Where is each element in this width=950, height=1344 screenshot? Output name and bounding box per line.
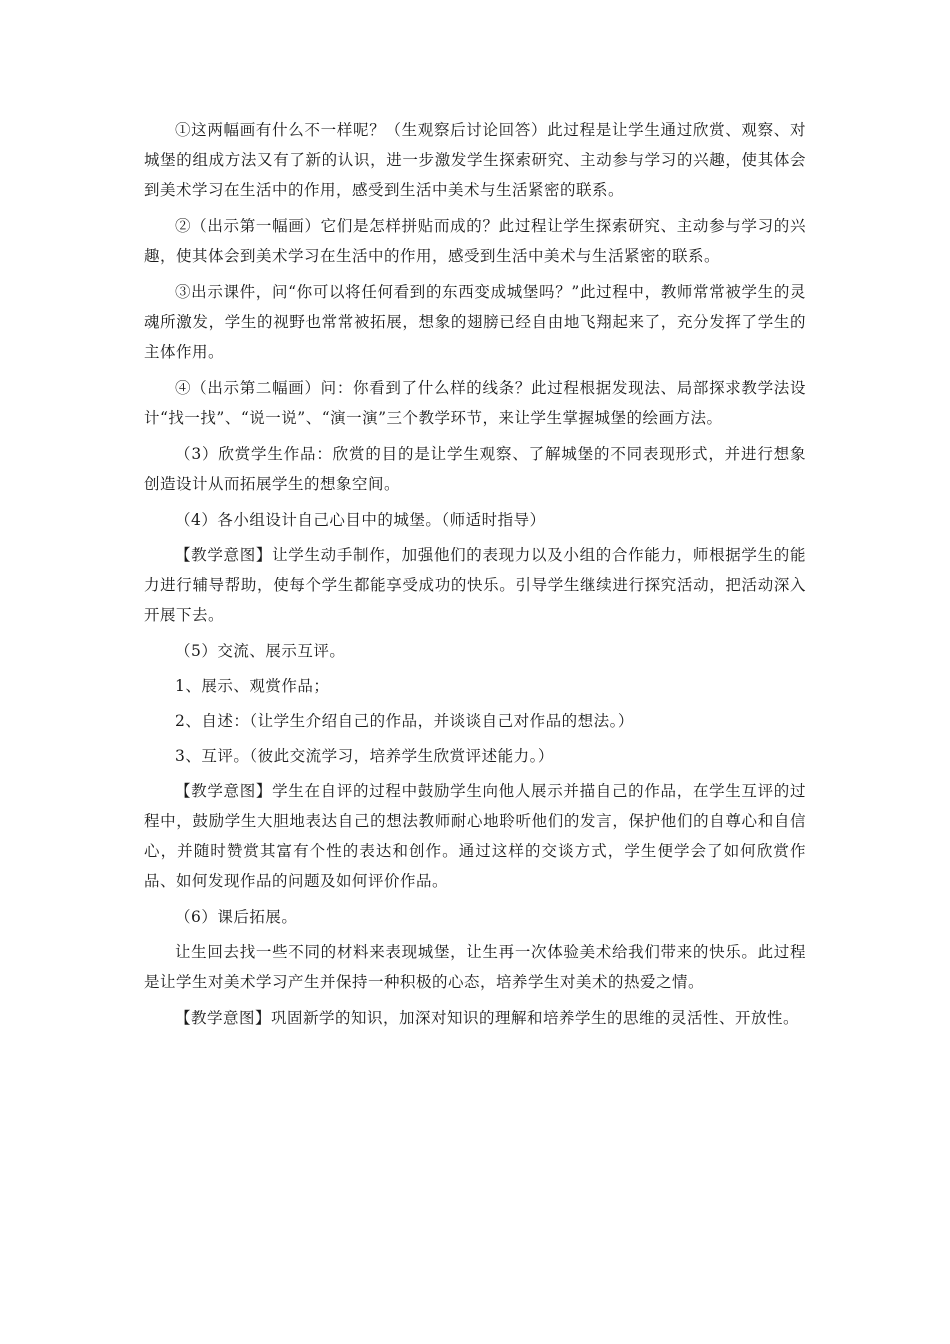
- list-item-peer-review: 3、互评。（彼此交流学习，培养学生欣赏评述能力。）: [175, 747, 554, 765]
- paragraph-appreciate-works: （3）欣赏学生作品：欣赏的目的是让学生观察、了解城堡的不同表现形式，并进行想象创造设计从而拓展学生的想象空间。: [144, 445, 806, 493]
- paragraph-teaching-intent-1: 【教学意图】让学生动手制作，加强他们的表现力以及小组的合作能力，师根据学生的能力进行辅导帮助，使每个学生都能享受成功的快乐。引导学生继续进行探究活动，把活动深入开展下去。: [144, 546, 806, 624]
- paragraph-first-painting: ②（出示第一幅画）它们是怎样拼贴而成的？此过程让学生探索研究、主动参与学习的兴趣，使其体会到美术学习在生活中的作用，感受到生活中美术与生活紧密的联系。: [144, 217, 806, 265]
- paragraph-compare-paintings: ①这两幅画有什么不一样呢？（生观察后讨论回答）此过程是让学生通过欣赏、观察、对城堡的组成方法又有了新的认识，进一步激发学生探索研究、主动参与学习的兴趣，使其体会到美术学习在生活中的作用，感受到生活中美术与生活紧密的联系。: [144, 121, 806, 199]
- paragraph-teaching-intent-2: 【教学意图】学生在自评的过程中鼓励学生向他人展示并描自己的作品，在学生互评的过程中，鼓励学生大胆地表达自己的想法教师耐心地聆听他们的发言，保护他们的自尊心和自信心，并随时赞赏其富有个性的表达和创作。通过这样的交谈方式，学生便学会了如何欣赏作品、如何发现作品的问题及如何评价作品。: [144, 782, 806, 890]
- paragraph-courseware: ③出示课件，问“你可以将任何看到的东西变成城堡吗？”此过程中，教师常常被学生的灵魂所激发，学生的视野也常常被拓展，想象的翅膀已经自由地飞翔起来了，充分发挥了学生的主体作用。: [144, 283, 806, 361]
- paragraph-teaching-intent-3: 【教学意图】巩固新学的知识，加深对知识的理解和培养学生的思维的灵活性、开放性。: [175, 1009, 800, 1027]
- list-item-display: 1、展示、观赏作品；: [175, 677, 330, 695]
- list-item-self-describe: 2、自述：（让学生介绍自己的作品，并谈谈自己对作品的想法。）: [175, 712, 634, 730]
- paragraph-group-design: （4）各小组设计自己心目中的城堡。（师适时指导）: [175, 511, 546, 529]
- paragraph-exchange: （5）交流、展示互评。: [175, 642, 346, 660]
- document-body: [144, 115, 806, 1039]
- paragraph-extension-detail: 让生回去找一些不同的材料来表现城堡，让生再一次体验美术给我们带来的快乐。此过程是让学生对美术学习产生并保持一种积极的心态，培养学生对美术的热爱之情。: [144, 943, 806, 991]
- paragraph-extension: （6）课后拓展。: [175, 908, 298, 926]
- paragraph-second-painting: ④（出示第二幅画）问：你看到了什么样的线条？此过程根据发现法、局部探求教学法设计“找一找”、“说一说”、“演一演”三个教学环节，来让学生掌握城堡的绘画方法。: [144, 379, 806, 427]
